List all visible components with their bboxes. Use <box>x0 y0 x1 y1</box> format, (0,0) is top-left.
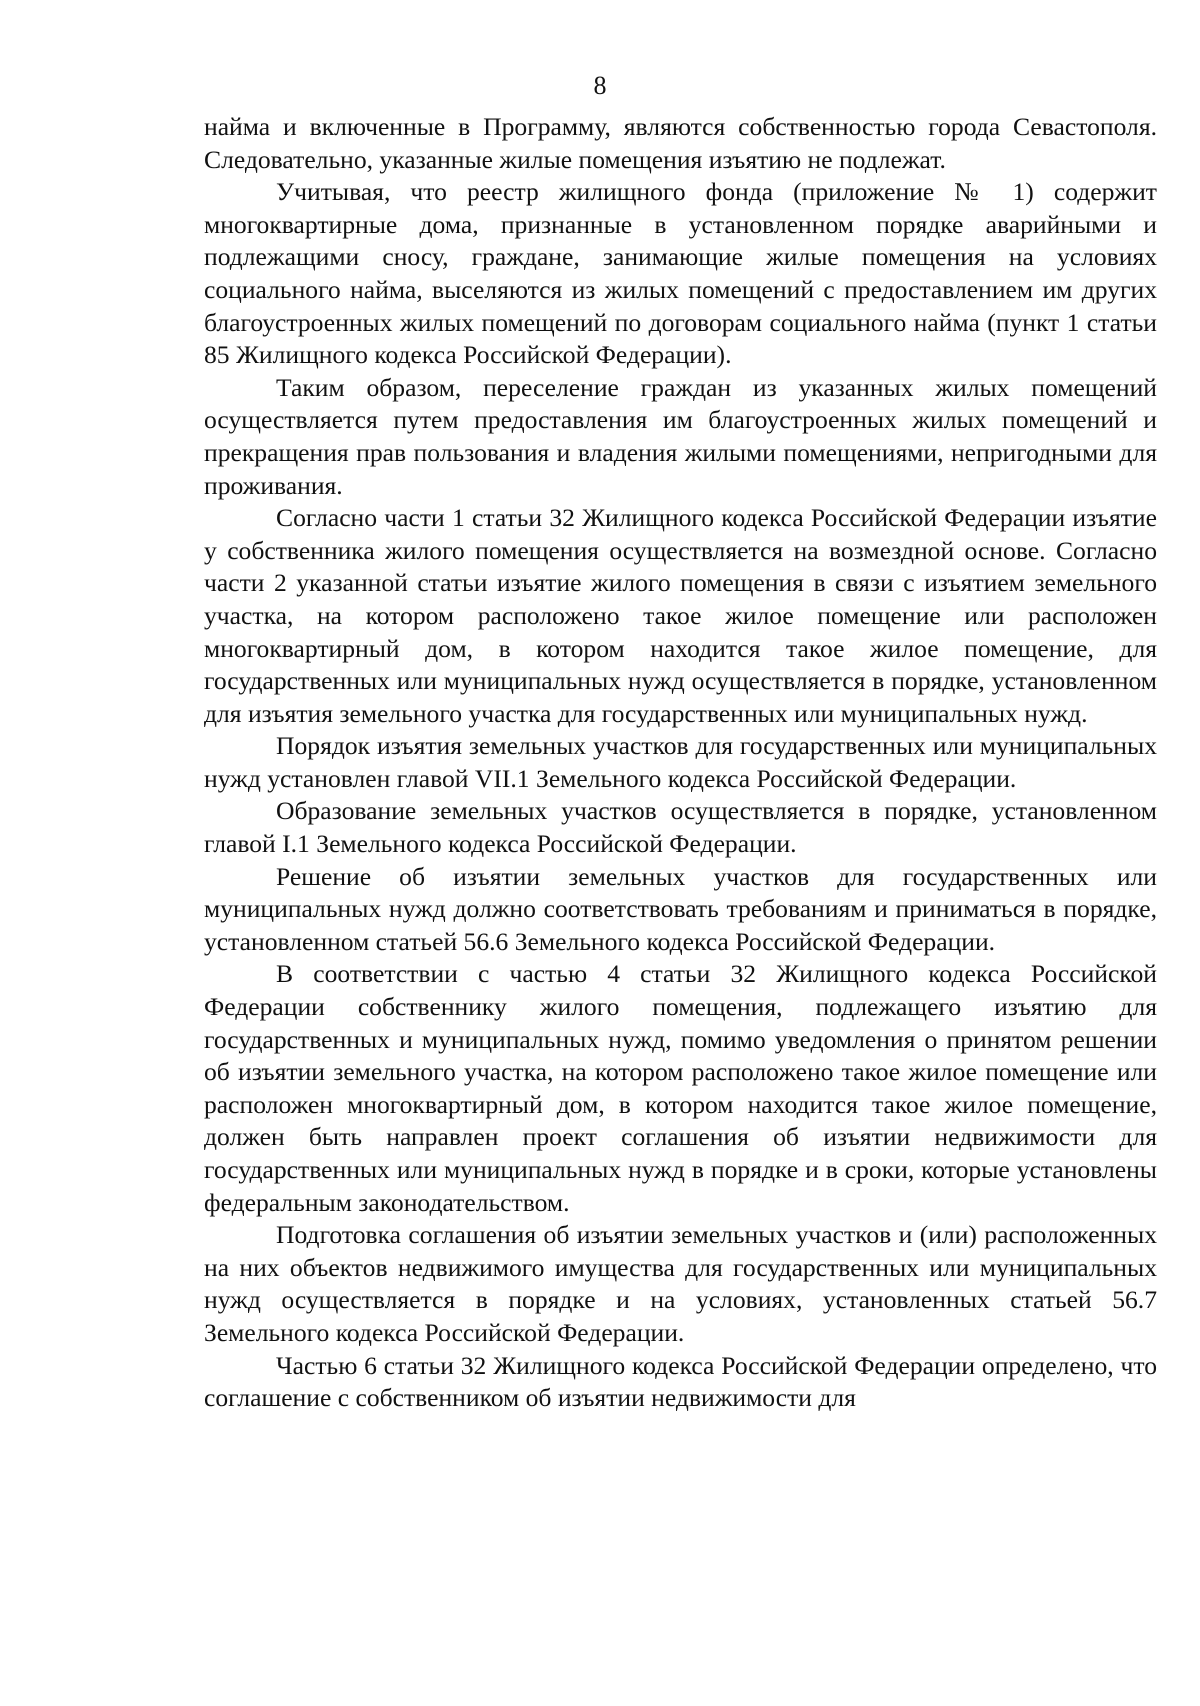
paragraph-10: Частью 6 статьи 32 Жилищного кодекса Российской Федерации определено, что соглашение с собственником об изъятии недвижимости для <box>204 1350 1157 1413</box>
paragraph-6: Образование земельных участков осуществляется в порядке, установленном главой I.1 Земельного кодекса Российской Федерации. <box>204 796 1157 859</box>
paragraph-9: Подготовка соглашения об изъятии земельных участков и (или) расположенных на них объектов недвижимого имущества для государственных или муниципальных нужд осуществляется в порядке и на условиях, установленных статьей 56.7 Земельного кодекса Российской Федерации. <box>204 1220 1157 1347</box>
page-number: 8 <box>593 71 607 100</box>
paragraph-7: Решение об изъятии земельных участков для государственных или муниципальных нужд должно соответствовать требованиям и приниматься в порядке, установленном статьей 56.6 Земельного кодекса Российской Федерации. <box>204 861 1157 956</box>
paragraph-5: Порядок изъятия земельных участков для государственных или муниципальных нужд установлен главой VII.1 Земельного кодекса Российской Федерации. <box>204 731 1157 793</box>
paragraph-2: Учитывая, что реестр жилищного фонда (приложение № 1) содержит многоквартирные дома, признанные в установленном порядке аварийными и подлежащими сносу, граждане, занимающие жилые помещения на условиях социального найма, выселяются из жилых помещений с предоставлением им других благоустроенных жилых помещений по договорам социального найма (пункт 1 статьи 85 Жилищного кодекса Российской Федерации). <box>204 177 1157 370</box>
document-body <box>204 111 1157 1415</box>
paragraph-8: В соответствии с частью 4 статьи 32 Жилищного кодекса Российской Федерации собственнику жилого помещения, подлежащего изъятию для государственных и муниципальных нужд, помимо уведомления о принятом решении об изъятии земельного участка, на котором расположено такое жилое помещение или расположен многоквартирный дом, в котором находится такое жилое помещение, должен быть направлен проект соглашения об изъятии недвижимости для государственных или муниципальных нужд в порядке и в сроки, которые установлены федеральным законодательством. <box>204 959 1157 1217</box>
paragraph-1-continuation: найма и включенные в Программу, являются собственностью города Севастополя. Следовательно, указанные жилые помещения изъятию не подлежат. <box>204 112 1157 174</box>
paragraph-3: Таким образом, переселение граждан из указанных жилых помещений осуществляется путем предоставления им благоустроенных жилых помещений и прекращения прав пользования и владения жилыми помещениями, непригодными для проживания. <box>204 372 1157 500</box>
paragraph-4: Согласно части 1 статьи 32 Жилищного кодекса Российской Федерации изъятие у собственника жилого помещения осуществляется на возмездной основе. Согласно части 2 указанной статьи изъятие жилого помещения в связи с изъятием земельного участка, на котором расположено такое жилое помещение или расположен многоквартирный дом, в котором находится такое жилое помещение, для государственных или муниципальных нужд осуществляется в порядке, установленном для изъятия земельного участка для государственных или муниципальных нужд. <box>204 503 1157 728</box>
